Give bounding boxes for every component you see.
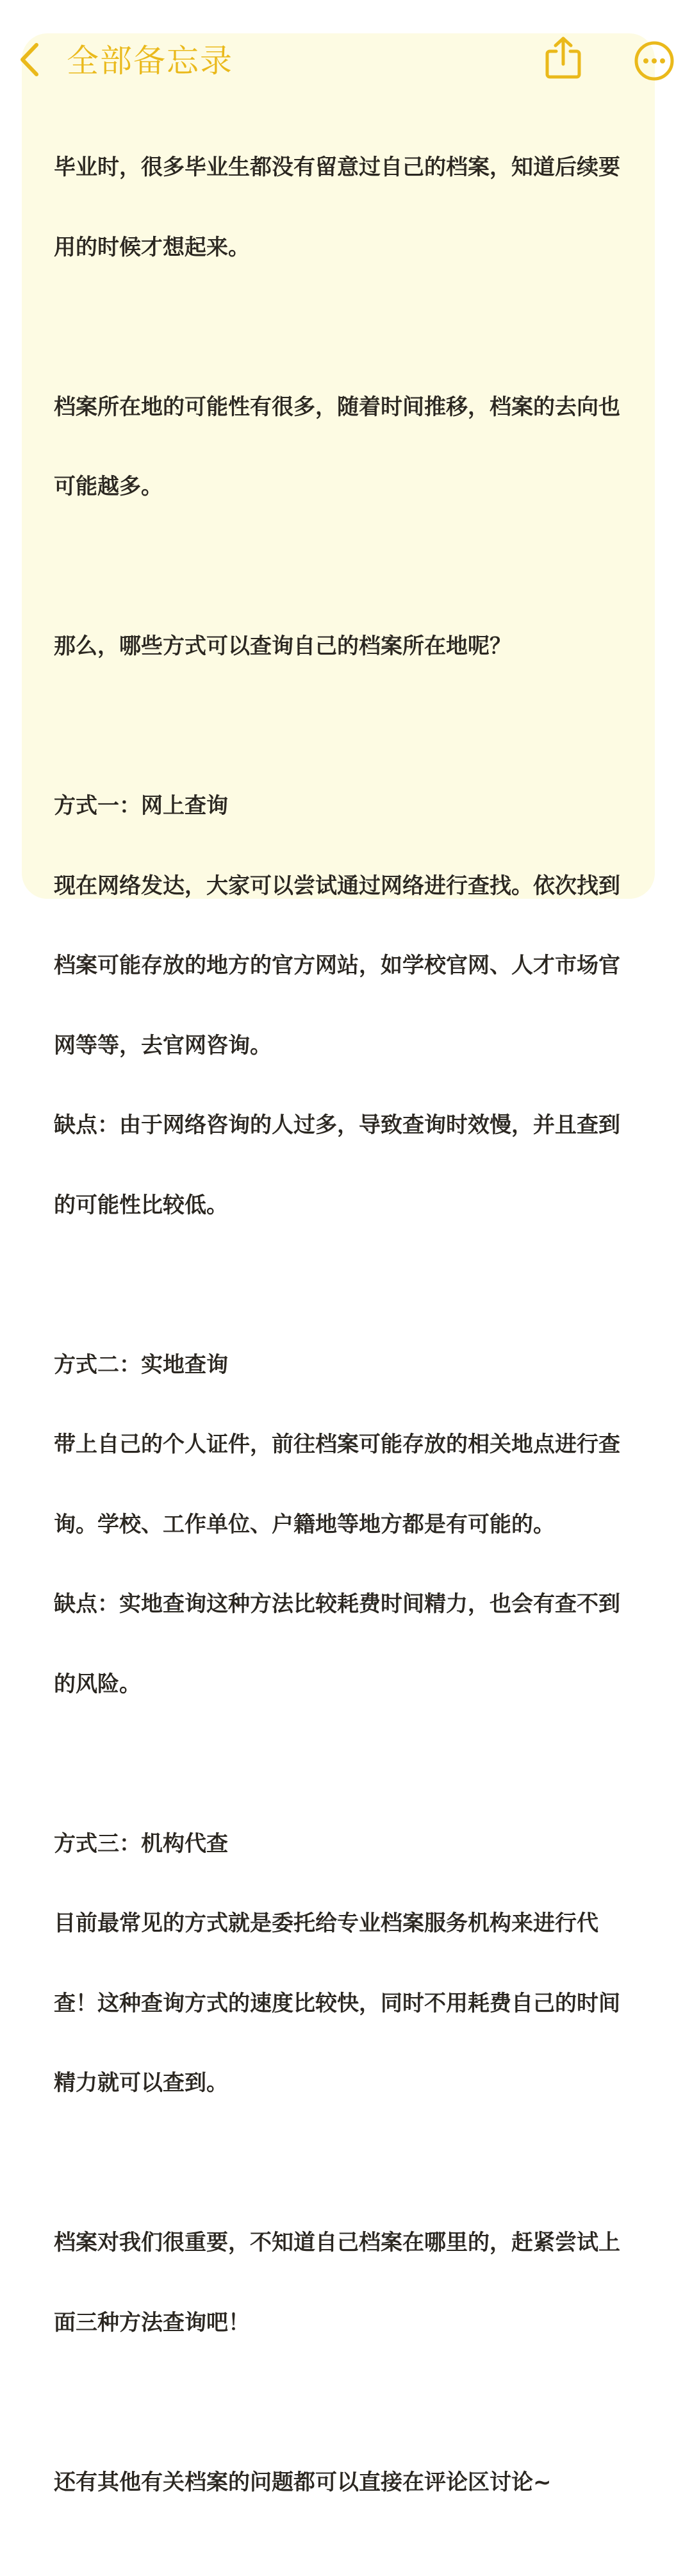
note-line: 档案可能存放的地方的官方网站，如学校官网、人才市场官: [54, 953, 620, 978]
note-line: 现在网络发达，大家可以尝试通过网络进行查找。依次找到: [54, 873, 620, 899]
share-icon: [543, 35, 583, 81]
note-body[interactable]: [54, 101, 650, 2576]
note-paragraph-location: [54, 341, 650, 554]
back-title-link[interactable]: 全部备忘录: [67, 42, 233, 79]
note-paragraph-comment-call: [54, 2416, 650, 2550]
note-line: 网等等，去官网咨询。: [54, 1032, 272, 1058]
note-line: 档案对我们很重要，不知道自己档案在哪里的，赶紧尝试上: [54, 2230, 620, 2255]
note-line: 档案所在地的可能性有很多，随着时间推移，档案的去向也: [54, 394, 620, 420]
note-line: 可能越多。: [54, 474, 163, 499]
note-paragraph-conclusion: [54, 2177, 650, 2389]
share-button[interactable]: [543, 35, 583, 81]
note-line: 精力就可以查到。: [54, 2070, 228, 2096]
chevron-left-icon: [18, 41, 41, 78]
note-line: 查！这种查询方式的速度比较快，同时不用耗费自己的时间: [54, 1990, 620, 2016]
more-horizontal-icon: [633, 40, 675, 82]
note-paragraph-question: [54, 580, 650, 714]
method-heading: 方式三：机构代查: [54, 1830, 228, 1857]
note-line: 的风险。: [54, 1671, 141, 1697]
note-line: 还有其他有关档案的问题都可以直接在评论区讨论~: [54, 2469, 552, 2495]
note-line: 询。学校、工作单位、户籍地等地方都是有可能的。: [54, 1511, 555, 1537]
note-paragraph-method-one: [54, 740, 650, 1272]
back-button[interactable]: [18, 41, 41, 78]
method-heading: 方式一：网上查询: [54, 793, 228, 819]
note-line: 面三种方法查询吧！: [54, 2309, 250, 2336]
more-button[interactable]: [633, 40, 675, 82]
note-line: 的可能性比较低。: [54, 1192, 228, 1218]
note-paragraph-intro: [54, 101, 650, 314]
note-paragraph-method-three: [54, 1778, 650, 2150]
note-line: 用的时候才想起来。: [54, 234, 250, 260]
note-line: 毕业时，很多毕业生都没有留意过自己的档案，知道后续要: [54, 155, 620, 180]
note-line: 带上自己的个人证件，前往档案可能存放的相关地点进行查: [54, 1432, 620, 1457]
note-line: 缺点：实地查询这种方法比较耗费时间精力，也会有查不到: [54, 1591, 620, 1617]
note-paragraph-method-two: [54, 1299, 650, 1752]
nav-bar: [0, 33, 692, 91]
note-line: 缺点：由于网络咨询的人过多，导致查询时效慢，并且查到: [54, 1112, 620, 1138]
note-line: 目前最常见的方式就是委托给专业档案服务机构来进行代: [54, 1911, 598, 1936]
method-heading: 方式二：实地查询: [54, 1351, 228, 1378]
note-line: 那么，哪些方式可以查询自己的档案所在地呢？: [54, 633, 511, 659]
